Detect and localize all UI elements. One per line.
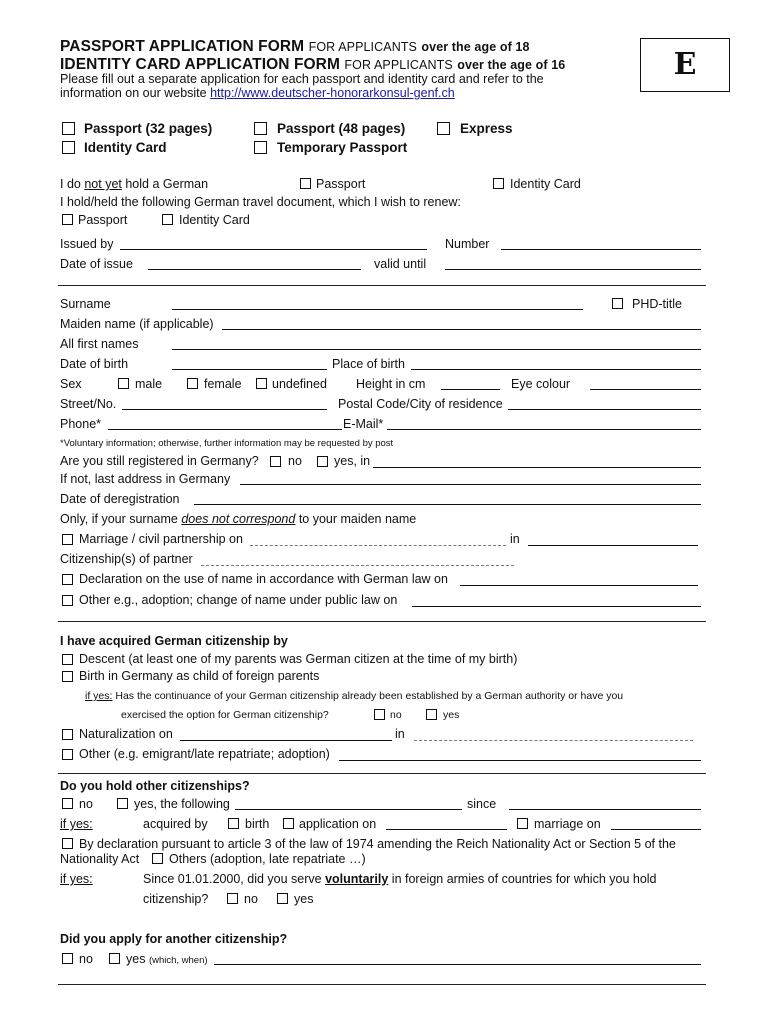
not-yet-identity-card-label: Identity Card — [510, 177, 581, 191]
express-label: Express — [460, 121, 513, 136]
other-citizenships-heading: Do you hold other citizenships? — [60, 779, 250, 793]
phd-title-label: PHD-title — [632, 297, 683, 311]
intro-text-line2 — [60, 86, 455, 101]
height-field[interactable] — [441, 389, 500, 390]
passport-32-checkbox[interactable] — [62, 122, 75, 135]
continuance-text-1: Has the continuance of your German citizenship already been established by a German authority or have you — [115, 690, 624, 702]
acquired-application-field[interactable] — [386, 829, 507, 830]
another-which-when: (which, when) — [148, 955, 208, 966]
marriage-in-label: in — [510, 532, 520, 546]
others-adoption-label: Others (adoption, late repatriate …) — [169, 852, 366, 866]
acquired-application-checkbox[interactable] — [283, 818, 294, 829]
sex-female-checkbox[interactable] — [187, 378, 198, 389]
armies-prefix: Since 01.01.2000, did you serve — [143, 872, 322, 886]
armies-no-label: no — [244, 892, 258, 906]
deregistration-field[interactable] — [194, 504, 701, 505]
renew-passport-label: Passport — [78, 213, 128, 227]
not-yet-prefix: I do — [60, 177, 81, 191]
naturalization-date-field[interactable] — [180, 740, 392, 741]
acquired-if-yes — [60, 817, 93, 832]
sex-male-checkbox[interactable] — [118, 378, 129, 389]
title-passport-form — [60, 38, 530, 56]
last-address-field[interactable] — [240, 484, 701, 485]
valid-until-label: valid until — [374, 257, 427, 271]
acquired-marriage-label: marriage on — [534, 817, 601, 831]
other-citizenship-acq-field[interactable] — [339, 760, 701, 761]
other-cit-following-field[interactable] — [235, 809, 462, 810]
place-of-birth-label: Place of birth — [332, 357, 405, 371]
armies-if-yes — [60, 872, 93, 887]
issued-by-label: Issued by — [60, 237, 114, 251]
passport-48-checkbox[interactable] — [254, 122, 267, 135]
title-identity: IDENTITY CARD APPLICATION FORM — [60, 56, 340, 73]
intro-text-line1: Please fill out a separate application for each passport and identity card and refer to the — [60, 72, 544, 86]
temporary-passport-checkbox[interactable] — [254, 141, 267, 154]
valid-until-field[interactable] — [445, 269, 701, 270]
first-names-label: All first names — [60, 337, 139, 351]
continuance-question-line2: exercised the option for German citizenship? — [121, 709, 329, 721]
not-yet-suffix: hold a German — [125, 177, 209, 191]
registered-no-label: no — [288, 454, 302, 468]
partner-citizenship-label: Citizenship(s) of partner — [60, 552, 193, 566]
marriage-label: Marriage / civil partnership on — [79, 532, 243, 546]
title-identity-age: over the age of 16 — [457, 58, 566, 72]
surname-question — [60, 512, 416, 527]
identity-card-checkbox[interactable] — [62, 141, 75, 154]
marriage-checkbox[interactable] — [62, 534, 73, 545]
acquired-by-label: acquired by — [143, 817, 208, 831]
last-address-label: If not, last address in Germany — [60, 472, 231, 486]
registered-no-checkbox[interactable] — [270, 456, 281, 467]
acquired-birth-checkbox[interactable] — [228, 818, 239, 829]
sex-undefined-label: undefined — [272, 377, 327, 391]
continuance-no-label: no — [390, 709, 402, 721]
continuance-yes-checkbox[interactable] — [426, 709, 437, 720]
phone-label: Phone* — [60, 417, 102, 431]
renew-text: I hold/held the following German travel document, which I wish to renew: — [60, 195, 461, 209]
other-cit-no-checkbox[interactable] — [62, 798, 73, 809]
postal-city-label: Postal Code/City of residence — [338, 397, 503, 411]
naturalization-in-label: in — [395, 727, 405, 741]
continuance-if-yes: if yes: — [85, 690, 113, 702]
date-of-issue-field[interactable] — [148, 269, 361, 270]
another-yes-checkbox[interactable] — [109, 953, 120, 964]
descent-checkbox[interactable] — [62, 654, 73, 665]
date-of-issue-label: Date of issue — [60, 257, 133, 271]
passport-32-label: Passport (32 pages) — [84, 121, 213, 136]
surname-label: Surname — [60, 297, 111, 311]
another-yes-text: yes — [126, 952, 146, 966]
title-passport-sub: FOR APPLICANTS — [308, 40, 417, 54]
sex-label: Sex — [60, 377, 82, 391]
eye-colour-field[interactable] — [590, 389, 701, 390]
another-no-label: no — [79, 952, 93, 966]
height-label: Height in cm — [356, 377, 426, 391]
other-cit-yes-label: yes, the following — [134, 797, 230, 811]
issued-by-field[interactable] — [120, 249, 427, 250]
sex-female-label: female — [204, 377, 242, 391]
another-which-when-field[interactable] — [214, 964, 701, 965]
acquired-if-yes-text: if yes: — [60, 817, 93, 831]
not-yet-identity-card-checkbox[interactable] — [493, 178, 504, 189]
other-name-field[interactable] — [412, 606, 701, 607]
intro-prefix: information on our website — [60, 86, 207, 100]
renew-passport-checkbox[interactable] — [62, 214, 73, 225]
maiden-name-field[interactable] — [222, 329, 701, 330]
title-identity-sub: FOR APPLICANTS — [344, 58, 453, 72]
armies-question — [143, 872, 657, 887]
continuance-no-checkbox[interactable] — [374, 709, 385, 720]
number-label: Number — [445, 237, 490, 251]
email-label: E-Mail* — [343, 417, 384, 431]
renew-identity-card-checkbox[interactable] — [162, 214, 173, 225]
acquired-marriage-checkbox[interactable] — [517, 818, 528, 829]
temporary-passport-label: Temporary Passport — [277, 140, 408, 155]
surname-question-suffix: to your maiden name — [298, 512, 417, 526]
divider-1 — [58, 285, 706, 286]
registered-in-field[interactable] — [373, 467, 701, 468]
registered-yes-label: yes, in — [334, 454, 371, 468]
armies-if-yes-text: if yes: — [60, 872, 93, 886]
divider-3 — [58, 773, 706, 774]
voluntary-note: *Voluntary information; otherwise, further information may be requested by post — [60, 438, 394, 449]
marriage-in-field[interactable] — [528, 545, 698, 546]
declaration-1974-line1: By declaration pursuant to article 3 of the law of 1974 amending the Reich Nationality Act or Section 5 of the — [79, 837, 676, 851]
other-citizenship-acq-checkbox[interactable] — [62, 749, 73, 760]
others-adoption-checkbox[interactable] — [152, 853, 163, 864]
birth-germany-label: Birth in Germany as child of foreign parents — [79, 669, 320, 683]
registered-question: Are you still registered in Germany? — [60, 454, 259, 468]
date-of-birth-label: Date of birth — [60, 357, 129, 371]
other-name-checkbox[interactable] — [62, 595, 73, 606]
not-yet-held-text — [60, 177, 208, 192]
armies-yes-checkbox[interactable] — [277, 893, 288, 904]
armies-no-checkbox[interactable] — [227, 893, 238, 904]
marriage-date-field[interactable] — [250, 545, 506, 546]
surname-question-prefix: Only, if your surname — [60, 512, 178, 526]
continuance-yes-label: yes — [443, 709, 460, 721]
declaration-1974-checkbox[interactable] — [62, 838, 73, 849]
continuance-question-line1 — [85, 689, 623, 704]
date-of-birth-field[interactable] — [172, 369, 327, 370]
armies-question-line2: citizenship? — [143, 892, 209, 906]
partner-citizenship-field[interactable] — [201, 565, 514, 566]
surname-field[interactable] — [172, 309, 583, 310]
registered-yes-checkbox[interactable] — [317, 456, 328, 467]
other-cit-since-field[interactable] — [509, 809, 701, 810]
deregistration-label: Date of deregistration — [60, 492, 180, 506]
place-of-birth-field[interactable] — [411, 369, 701, 370]
title-passport-age: over the age of 18 — [421, 40, 530, 54]
sex-undefined-checkbox[interactable] — [256, 378, 267, 389]
express-checkbox[interactable] — [437, 122, 450, 135]
surname-question-emphasis: does not correspond — [181, 512, 296, 526]
other-citizenship-acq-label: Other (e.g. emigrant/late repatriate; adoption) — [79, 747, 330, 761]
not-yet-passport-label: Passport — [316, 177, 366, 191]
divider-2 — [58, 621, 706, 622]
street-label: Street/No. — [60, 397, 117, 411]
postal-city-field[interactable] — [508, 409, 701, 410]
renew-identity-card-label: Identity Card — [179, 213, 250, 227]
street-field[interactable] — [122, 409, 327, 410]
naturalization-label: Naturalization on — [79, 727, 173, 741]
other-name-label: Other e.g., adoption; change of name under public law on — [79, 593, 398, 607]
birth-germany-checkbox[interactable] — [62, 671, 73, 682]
acquired-application-label: application on — [299, 817, 377, 831]
declaration-1974-line2: Nationality Act — [60, 852, 140, 866]
other-cit-no-label: no — [79, 797, 93, 811]
divider-bottom — [58, 984, 706, 985]
armies-suffix: in foreign armies of countries for which you hold — [391, 872, 657, 886]
sex-male-label: male — [135, 377, 163, 391]
another-citizenship-heading: Did you apply for another citizenship? — [60, 932, 288, 946]
other-cit-yes-checkbox[interactable] — [117, 798, 128, 809]
eye-colour-label: Eye colour — [511, 377, 571, 391]
acquired-marriage-field[interactable] — [611, 829, 701, 830]
declaration-name-checkbox[interactable] — [62, 574, 73, 585]
phd-title-checkbox[interactable] — [612, 298, 623, 309]
naturalization-checkbox[interactable] — [62, 729, 73, 740]
citizenship-heading: I have acquired German citizenship by — [60, 634, 288, 648]
email-field[interactable] — [387, 429, 701, 430]
phone-field[interactable] — [108, 429, 342, 430]
maiden-name-label: Maiden name (if applicable) — [60, 317, 214, 331]
declaration-name-field[interactable] — [460, 585, 698, 586]
first-names-field[interactable] — [172, 349, 701, 350]
not-yet-passport-checkbox[interactable] — [300, 178, 311, 189]
identity-card-label: Identity Card — [84, 140, 167, 155]
acquired-birth-label: birth — [245, 817, 270, 831]
passport-48-label: Passport (48 pages) — [277, 121, 406, 136]
form-letter-box: E — [640, 38, 730, 92]
descent-label: Descent (at least one of my parents was German citizen at the time of my birth) — [79, 652, 518, 666]
another-yes-label — [126, 952, 208, 968]
website-link[interactable]: http://www.deutscher-honorarkonsul-genf.ch — [210, 86, 455, 100]
naturalization-in-field[interactable] — [414, 740, 693, 741]
not-yet-emphasis: not yet — [84, 177, 122, 191]
number-field[interactable] — [501, 249, 701, 250]
another-no-checkbox[interactable] — [62, 953, 73, 964]
other-cit-since-label: since — [467, 797, 497, 811]
title-passport: PASSPORT APPLICATION FORM — [60, 38, 305, 55]
armies-yes-label: yes — [294, 892, 314, 906]
declaration-name-label: Declaration on the use of name in accordance with German law on — [79, 572, 448, 586]
armies-emphasis: voluntarily — [325, 872, 389, 886]
